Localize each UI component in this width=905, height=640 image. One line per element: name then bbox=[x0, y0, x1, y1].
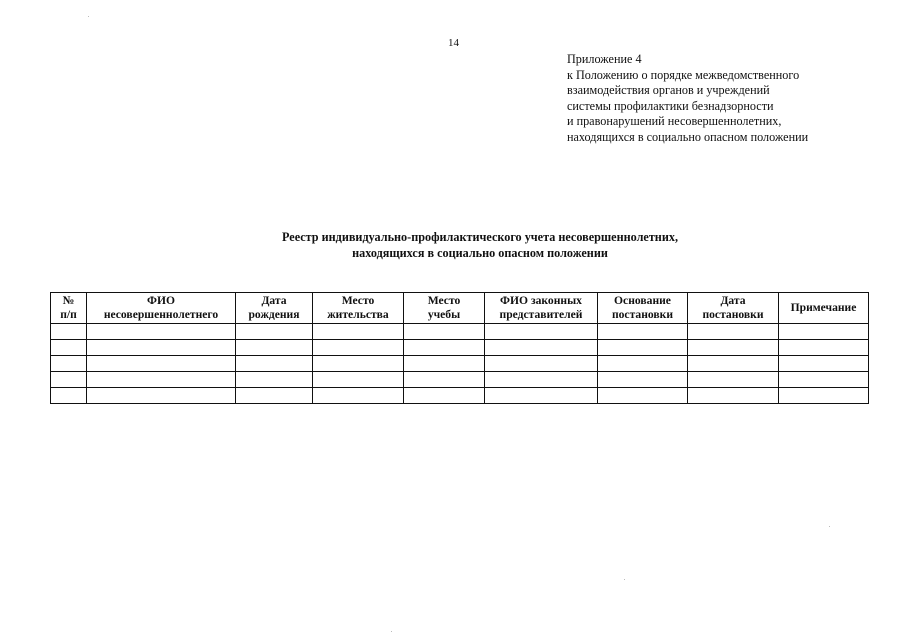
table-cell bbox=[236, 372, 313, 388]
page-number: 14 bbox=[448, 37, 459, 49]
table-cell bbox=[485, 356, 598, 372]
table-cell bbox=[313, 340, 404, 356]
table-cell bbox=[51, 388, 87, 404]
table-cell bbox=[598, 340, 688, 356]
column-header-registration-basis bbox=[598, 293, 688, 324]
table-cell bbox=[236, 324, 313, 340]
table-cell bbox=[779, 388, 869, 404]
column-header-residence bbox=[313, 293, 404, 324]
table-cell bbox=[485, 340, 598, 356]
table-cell bbox=[313, 388, 404, 404]
header-line: Дата bbox=[261, 294, 287, 307]
table-cell bbox=[485, 372, 598, 388]
table-body bbox=[51, 324, 869, 404]
header-line: Дата bbox=[720, 294, 746, 307]
appendix-line: системы профилактики безнадзорности bbox=[567, 98, 774, 113]
table-cell bbox=[51, 372, 87, 388]
table-cell bbox=[404, 340, 485, 356]
table-row bbox=[51, 356, 869, 372]
header-line: Основание bbox=[614, 294, 671, 307]
table-cell bbox=[404, 356, 485, 372]
table-row bbox=[51, 340, 869, 356]
table-cell bbox=[598, 324, 688, 340]
document-title-line: Реестр индивидуально-профилактического учета несовершеннолетних, bbox=[282, 230, 678, 244]
table-cell bbox=[313, 324, 404, 340]
column-header-guardians bbox=[485, 293, 598, 324]
table-row bbox=[51, 372, 869, 388]
column-header-number bbox=[51, 293, 87, 324]
scan-speck bbox=[829, 526, 830, 527]
document-title bbox=[180, 229, 780, 261]
table-cell bbox=[51, 324, 87, 340]
table-cell bbox=[779, 372, 869, 388]
scan-speck bbox=[88, 16, 89, 17]
table-cell bbox=[404, 324, 485, 340]
header-line: Место bbox=[341, 294, 375, 307]
table-cell bbox=[51, 356, 87, 372]
table-cell bbox=[236, 356, 313, 372]
table-cell bbox=[598, 388, 688, 404]
table-cell bbox=[688, 388, 779, 404]
table-row bbox=[51, 388, 869, 404]
table-cell bbox=[485, 388, 598, 404]
table-cell bbox=[688, 324, 779, 340]
table-cell bbox=[313, 356, 404, 372]
table-cell bbox=[87, 388, 236, 404]
header-line: рождения bbox=[248, 308, 300, 321]
appendix-block bbox=[567, 52, 897, 146]
table-cell bbox=[313, 372, 404, 388]
header-line: жительства bbox=[327, 308, 389, 321]
appendix-line: Приложение 4 bbox=[567, 52, 642, 66]
table-cell bbox=[236, 388, 313, 404]
table-cell bbox=[87, 356, 236, 372]
table-cell bbox=[779, 324, 869, 340]
header-line: Примечание bbox=[790, 301, 857, 314]
column-header-birth-date bbox=[236, 293, 313, 324]
header-line: ФИО законных bbox=[500, 294, 582, 307]
table-header-row bbox=[51, 293, 869, 324]
header-line: представителей bbox=[499, 308, 583, 321]
document-title-line: находящихся в социально опасном положении bbox=[352, 246, 608, 260]
appendix-line: находящихся в социально опасном положении bbox=[567, 129, 809, 144]
table-cell bbox=[688, 340, 779, 356]
header-line: Место bbox=[427, 294, 461, 307]
table-cell bbox=[485, 324, 598, 340]
table-cell bbox=[87, 372, 236, 388]
appendix-line: и правонарушений несовершеннолетних, bbox=[567, 114, 782, 129]
appendix-line: к Положению о порядке межведомственного bbox=[567, 67, 800, 82]
column-header-minor-name bbox=[87, 293, 236, 324]
table-cell bbox=[87, 324, 236, 340]
register-table bbox=[50, 292, 869, 404]
table-cell bbox=[236, 340, 313, 356]
table-cell bbox=[598, 356, 688, 372]
table-cell bbox=[779, 356, 869, 372]
table-cell bbox=[51, 340, 87, 356]
header-line: № bbox=[62, 294, 75, 307]
column-header-registration-date bbox=[688, 293, 779, 324]
scan-speck bbox=[624, 579, 625, 580]
header-line: постановки bbox=[702, 308, 764, 321]
header-line: п/п bbox=[60, 308, 77, 321]
scan-speck bbox=[391, 631, 392, 632]
table-cell bbox=[404, 372, 485, 388]
table-row bbox=[51, 324, 869, 340]
table-cell bbox=[688, 372, 779, 388]
table-cell bbox=[598, 372, 688, 388]
appendix-line: взаимодействия органов и учреждений bbox=[567, 83, 770, 98]
column-header-notes bbox=[779, 293, 869, 324]
header-line: учебы bbox=[427, 308, 461, 321]
table-cell bbox=[688, 356, 779, 372]
header-line: несовершеннолетнего bbox=[103, 308, 219, 321]
column-header-school bbox=[404, 293, 485, 324]
header-line: постановки bbox=[611, 308, 674, 321]
table-cell bbox=[779, 340, 869, 356]
table-cell bbox=[404, 388, 485, 404]
header-line: ФИО bbox=[147, 294, 175, 307]
table-cell bbox=[87, 340, 236, 356]
